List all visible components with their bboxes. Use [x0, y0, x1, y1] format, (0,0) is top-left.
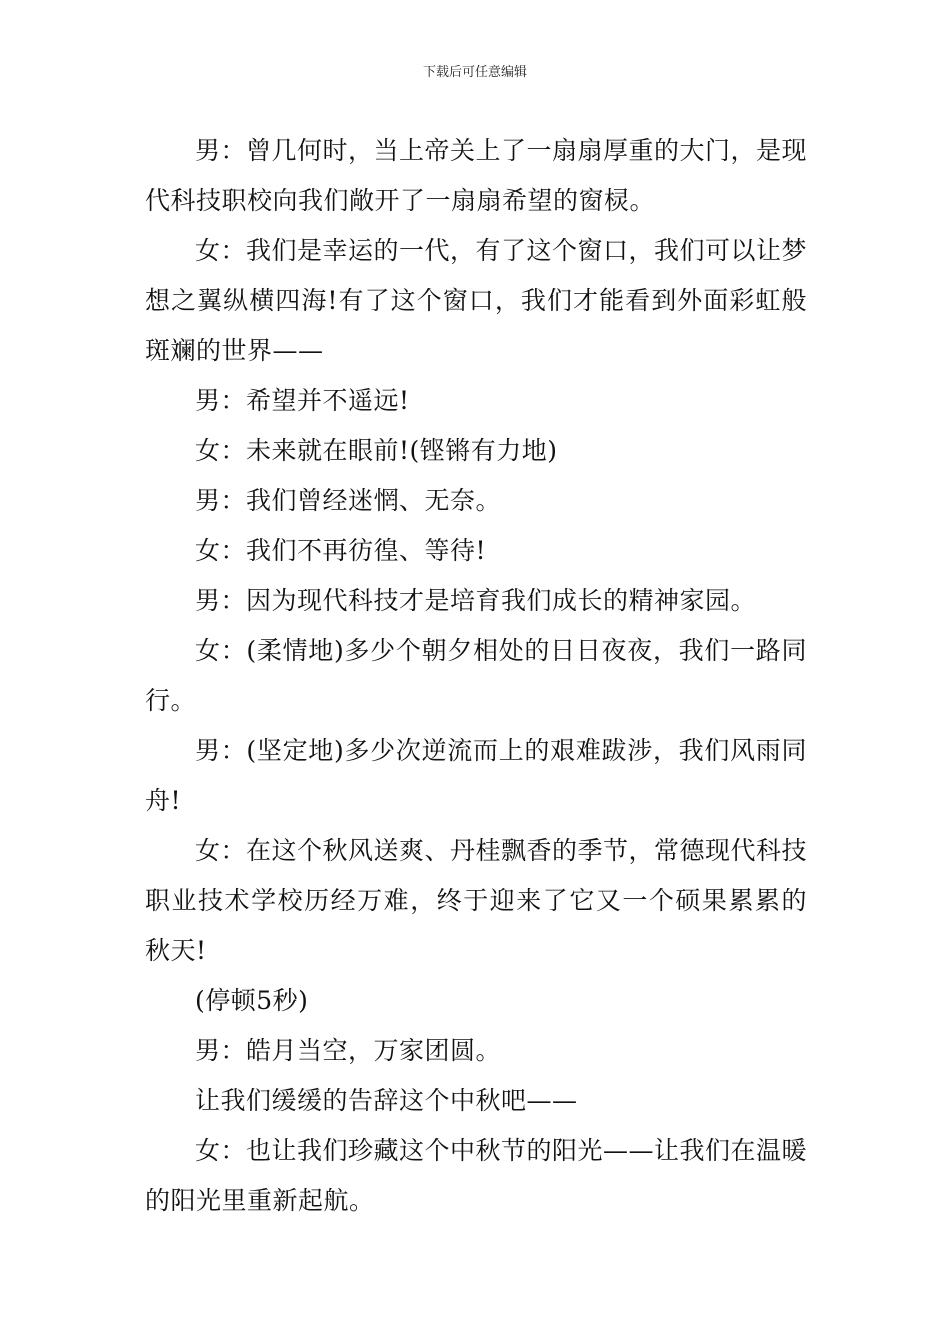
- page-header-note: 下载后可任意编辑: [422, 65, 527, 80]
- script-body: [145, 126, 807, 1226]
- script-line: 男：因为现代科技才是培育我们成长的精神家园。: [195, 586, 757, 615]
- script-line: 让我们缓缓的告辞这个中秋吧——: [195, 1086, 578, 1115]
- script-line: 女：我们是幸运的一代，有了这个窗口，我们可以让梦想之翼纵横四海!有了这个窗口，我们才能看到外面彩虹般斑斓的世界——: [145, 236, 808, 365]
- script-line: 女：(柔情地)多少个朝夕相处的日日夜夜，我们一路同行。: [145, 636, 807, 715]
- script-line: 女：我们不再彷徨、等待!: [195, 536, 487, 565]
- script-line: 女：未来就在眼前!(铿锵有力地): [195, 436, 558, 465]
- script-line: 男：(坚定地)多少次逆流而上的艰难跋涉，我们风雨同舟!: [145, 736, 807, 815]
- script-line: 女：也让我们珍藏这个中秋节的阳光——让我们在温暖的阳光里重新起航。: [145, 1136, 808, 1215]
- script-line: 男：皓月当空，万家团圆。: [195, 1036, 502, 1065]
- script-line: 男：曾几何时，当上帝关上了一扇扇厚重的大门，是现代科技职校向我们敞开了一扇扇希望的窗棂。: [145, 136, 808, 215]
- script-line: 女：在这个秋风送爽、丹桂飘香的季节，常德现代科技职业技术学校历经万难，终于迎来了它又一个硕果累累的秋天!: [145, 836, 808, 965]
- script-line: 男：我们曾经迷惘、无奈。: [195, 486, 502, 515]
- stage-direction: (停顿5秒): [195, 986, 309, 1015]
- script-line: 男：希望并不遥远!: [195, 386, 410, 415]
